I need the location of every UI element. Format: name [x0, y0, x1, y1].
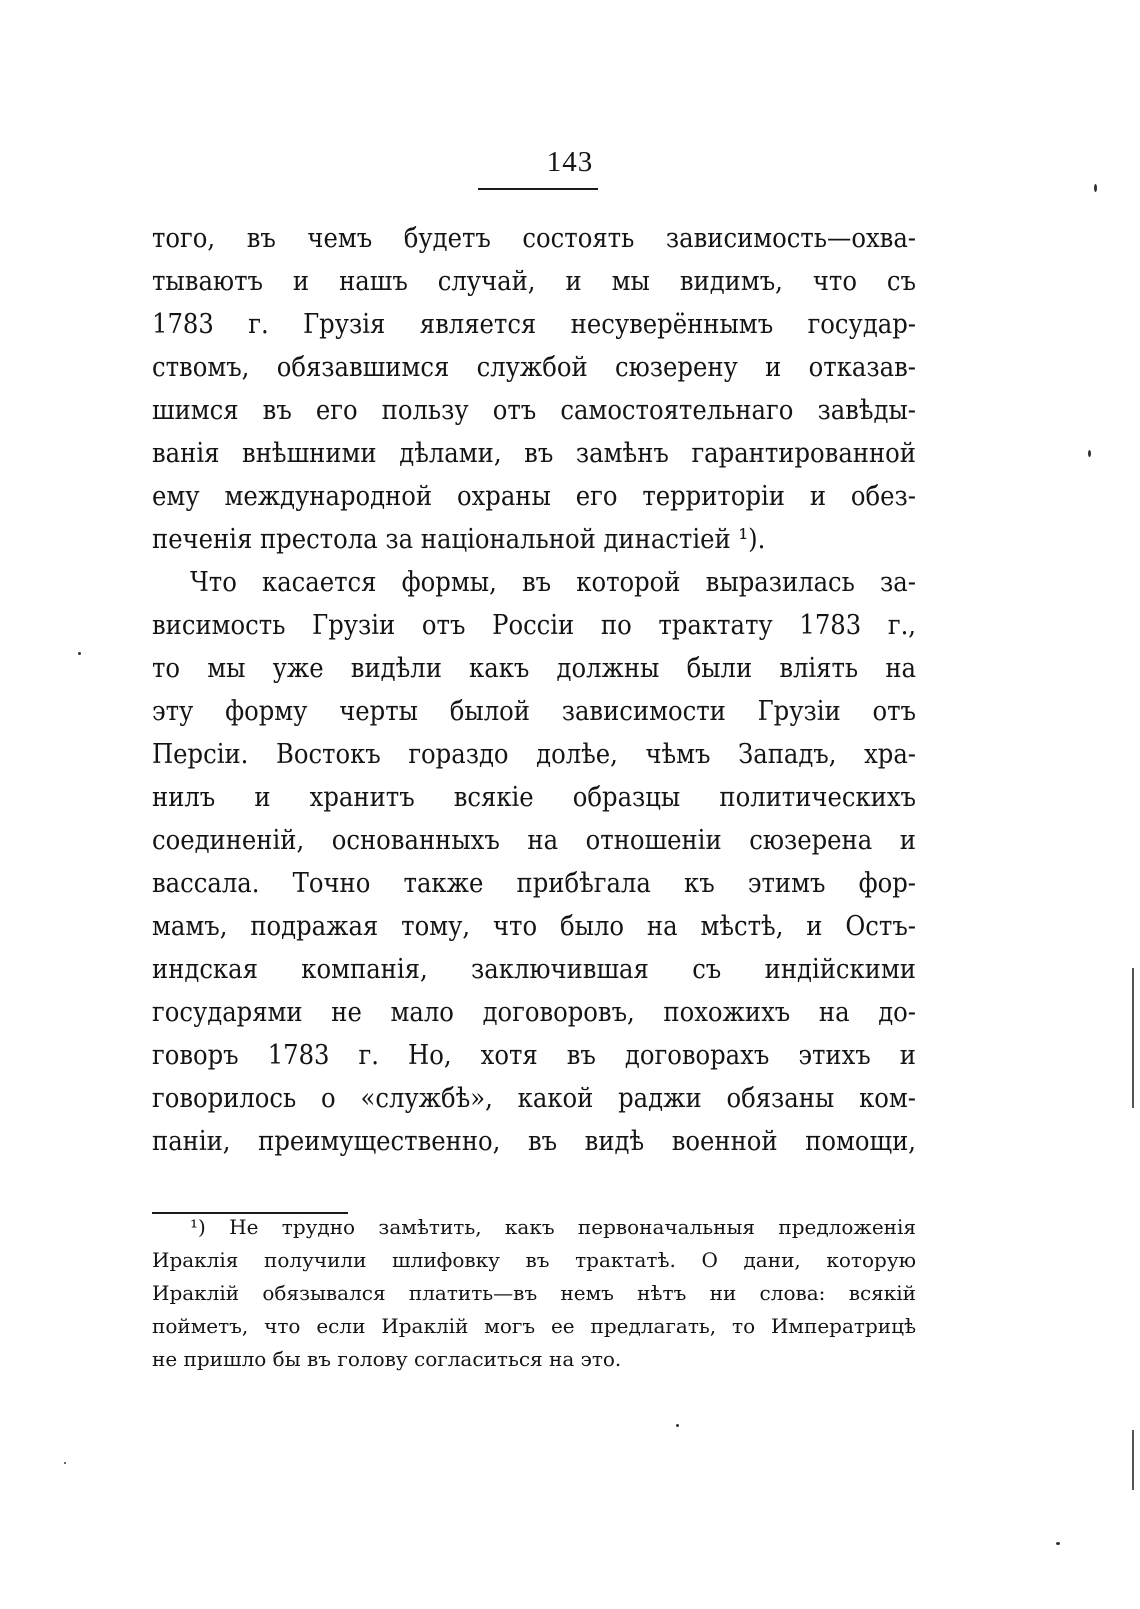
footnote-line: не пришло бы въ голову согласиться на это.: [152, 1347, 622, 1371]
text-line: ванія внѣшними дѣлами, въ замѣнъ гарантированной: [152, 438, 916, 469]
text-line: Что касается формы, въ которой выразилась за-: [190, 567, 916, 598]
text-line: мамъ, подражая тому, что было на мѣстѣ, и Остъ-: [152, 911, 916, 942]
text-line: шимся въ его пользу отъ самостоятельнаго завѣды-: [152, 395, 916, 426]
scan-edge-mark: [1132, 968, 1134, 1108]
text-line: ему международной охраны его территоріи и обез-: [152, 481, 916, 512]
text-line: говоръ 1783 г. Но, хотя въ договорахъ этихъ и: [152, 1040, 916, 1071]
text-line: печенія престола за національной династіей ¹).: [152, 524, 766, 555]
scan-speck: [64, 1462, 66, 1464]
header-rule: [478, 188, 598, 190]
text-line: говорилось о «службѣ», какой раджи обязаны ком-: [152, 1083, 916, 1114]
text-line: соединеній, основанныхъ на отношеніи сюзерена и: [152, 825, 916, 856]
text-line: того, въ чемъ будетъ состоять зависимость—охва-: [152, 223, 916, 254]
text-line: паніи, преимущественно, въ видѣ военной помощи,: [152, 1126, 916, 1157]
text-line: висимость Грузіи отъ Россіи по трактату 1783 г.,: [152, 610, 916, 641]
text-line: государями не мало договоровъ, похожихъ на до-: [152, 997, 916, 1028]
page-number: 143: [546, 146, 594, 178]
footnote-line: пойметъ, что если Ираклій могъ ее предлагать, то Императрицѣ: [152, 1314, 916, 1338]
text-line: вассала. Точно также прибѣгала къ этимъ фор-: [152, 868, 916, 899]
footnote-line: ¹) Не трудно замѣтить, какъ первоначальныя предложенія: [190, 1215, 916, 1239]
text-line: эту форму черты былой зависимости Грузіи отъ: [152, 696, 916, 727]
text-line: индская компанія, заключившая съ индійскими: [152, 954, 916, 985]
text-line: тываютъ и нашъ случай, и мы видимъ, что съ: [152, 266, 916, 297]
footnote-line: Ираклія получили шлифовку въ трактатѣ. О дани, которую: [152, 1248, 916, 1272]
text-line: нилъ и хранитъ всякіе образцы политическихъ: [152, 782, 916, 813]
text-line: 1783 г. Грузія является несуверённымъ государ-: [152, 309, 916, 340]
scan-speck: [78, 652, 81, 655]
text-line: ствомъ, обязавшимся службой сюзерену и отказав-: [152, 352, 916, 383]
scan-speck: [1094, 184, 1097, 192]
scan-speck: [676, 1424, 679, 1427]
text-line: Персіи. Востокъ гораздо долѣе, чѣмъ Западъ, хра-: [152, 739, 916, 770]
scan-speck: [1056, 1542, 1060, 1545]
scan-speck: [1088, 450, 1091, 457]
text-line: то мы уже видѣли какъ должны были влiять на: [152, 653, 916, 684]
scan-edge-mark: [1132, 1430, 1134, 1490]
footnote-line: Ираклій обязывался платить—въ немъ нѣтъ ни слова: всякій: [152, 1281, 916, 1305]
